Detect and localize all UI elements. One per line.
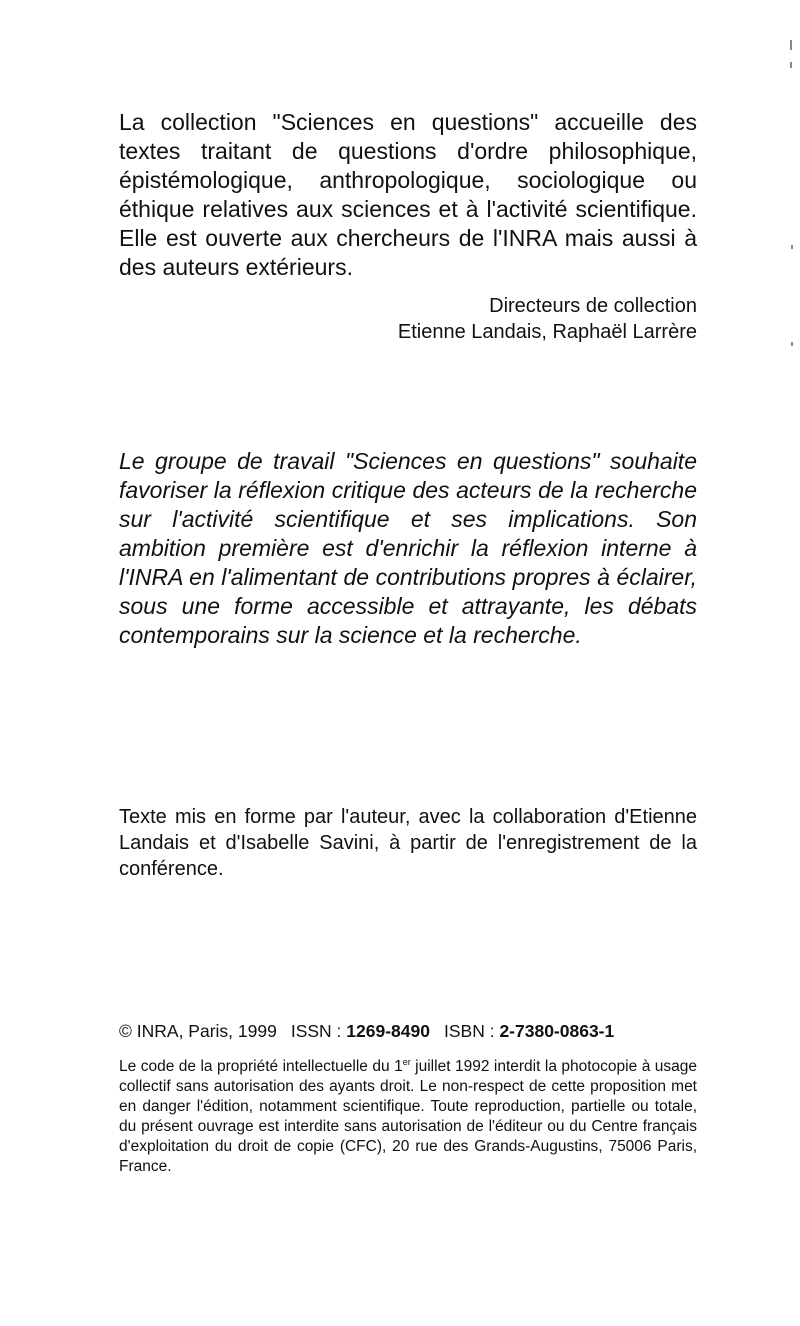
copyright-notice: © INRA, Paris, 1999 — [119, 1021, 277, 1041]
legal-text-rest: juillet 1992 interdit la photocopie à usage collectif sans autorisation des ayants droit. Le non-respect de cette proposition met en danger l'édition, notamment scientifique. Toute reproduction, partielle ou totale, du présent ouvrage est interdite sans autorisation de l'éditeur ou du Centre français d'exploitation du droit de copie (CFC), 20 rue des Grands-Augustins, 75006 Paris, France. — [119, 1058, 698, 1175]
legal-text-start: Le code de la propriété intellectuelle du 1 — [119, 1058, 403, 1075]
legal-notice — [119, 1057, 697, 1177]
copyright-line — [119, 1020, 697, 1042]
issn-value: 1269-8490 — [346, 1021, 430, 1041]
issn-label: ISSN : — [290, 1021, 342, 1041]
scan-mark — [791, 245, 793, 249]
directors-names: Etienne Landais, Raphaël Larrère — [397, 321, 697, 343]
collection-directors — [119, 293, 697, 345]
isbn-label: ISBN : — [443, 1021, 495, 1041]
date-superscript: er — [402, 1056, 411, 1067]
working-group-statement: Le groupe de travail "Sciences en questions" souhaite favoriser la réflexion critique des acteurs de la recherche sur l'activité scientifique et ses implications. Son ambition première est d'enrichir la réflexion interne à l'INRA en l'alimentant de contributions propres à éclairer, sous une forme accessible et attrayante, les débats contemporains sur la science et la recherche. — [119, 448, 697, 648]
scan-mark — [791, 342, 793, 346]
scan-mark — [790, 62, 792, 68]
scan-mark — [790, 40, 792, 50]
collection-description: La collection "Sciences en questions" accueille des textes traitant de questions d'ordre philosophique, épistémologique, anthropologique, sociologique ou éthique relatives aux sciences et à l'activité scientifique. Elle est ouverte aux chercheurs de l'INRA mais aussi à des auteurs extérieurs. — [119, 109, 697, 280]
formatting-note: Texte mis en forme par l'auteur, avec la collaboration d'Etienne Landais et d'Isabelle Savini, à partir de l'enregistrement de la conférence. — [119, 806, 697, 880]
directors-title: Directeurs de collection — [489, 295, 697, 317]
isbn-value: 2-7380-0863-1 — [499, 1021, 615, 1041]
